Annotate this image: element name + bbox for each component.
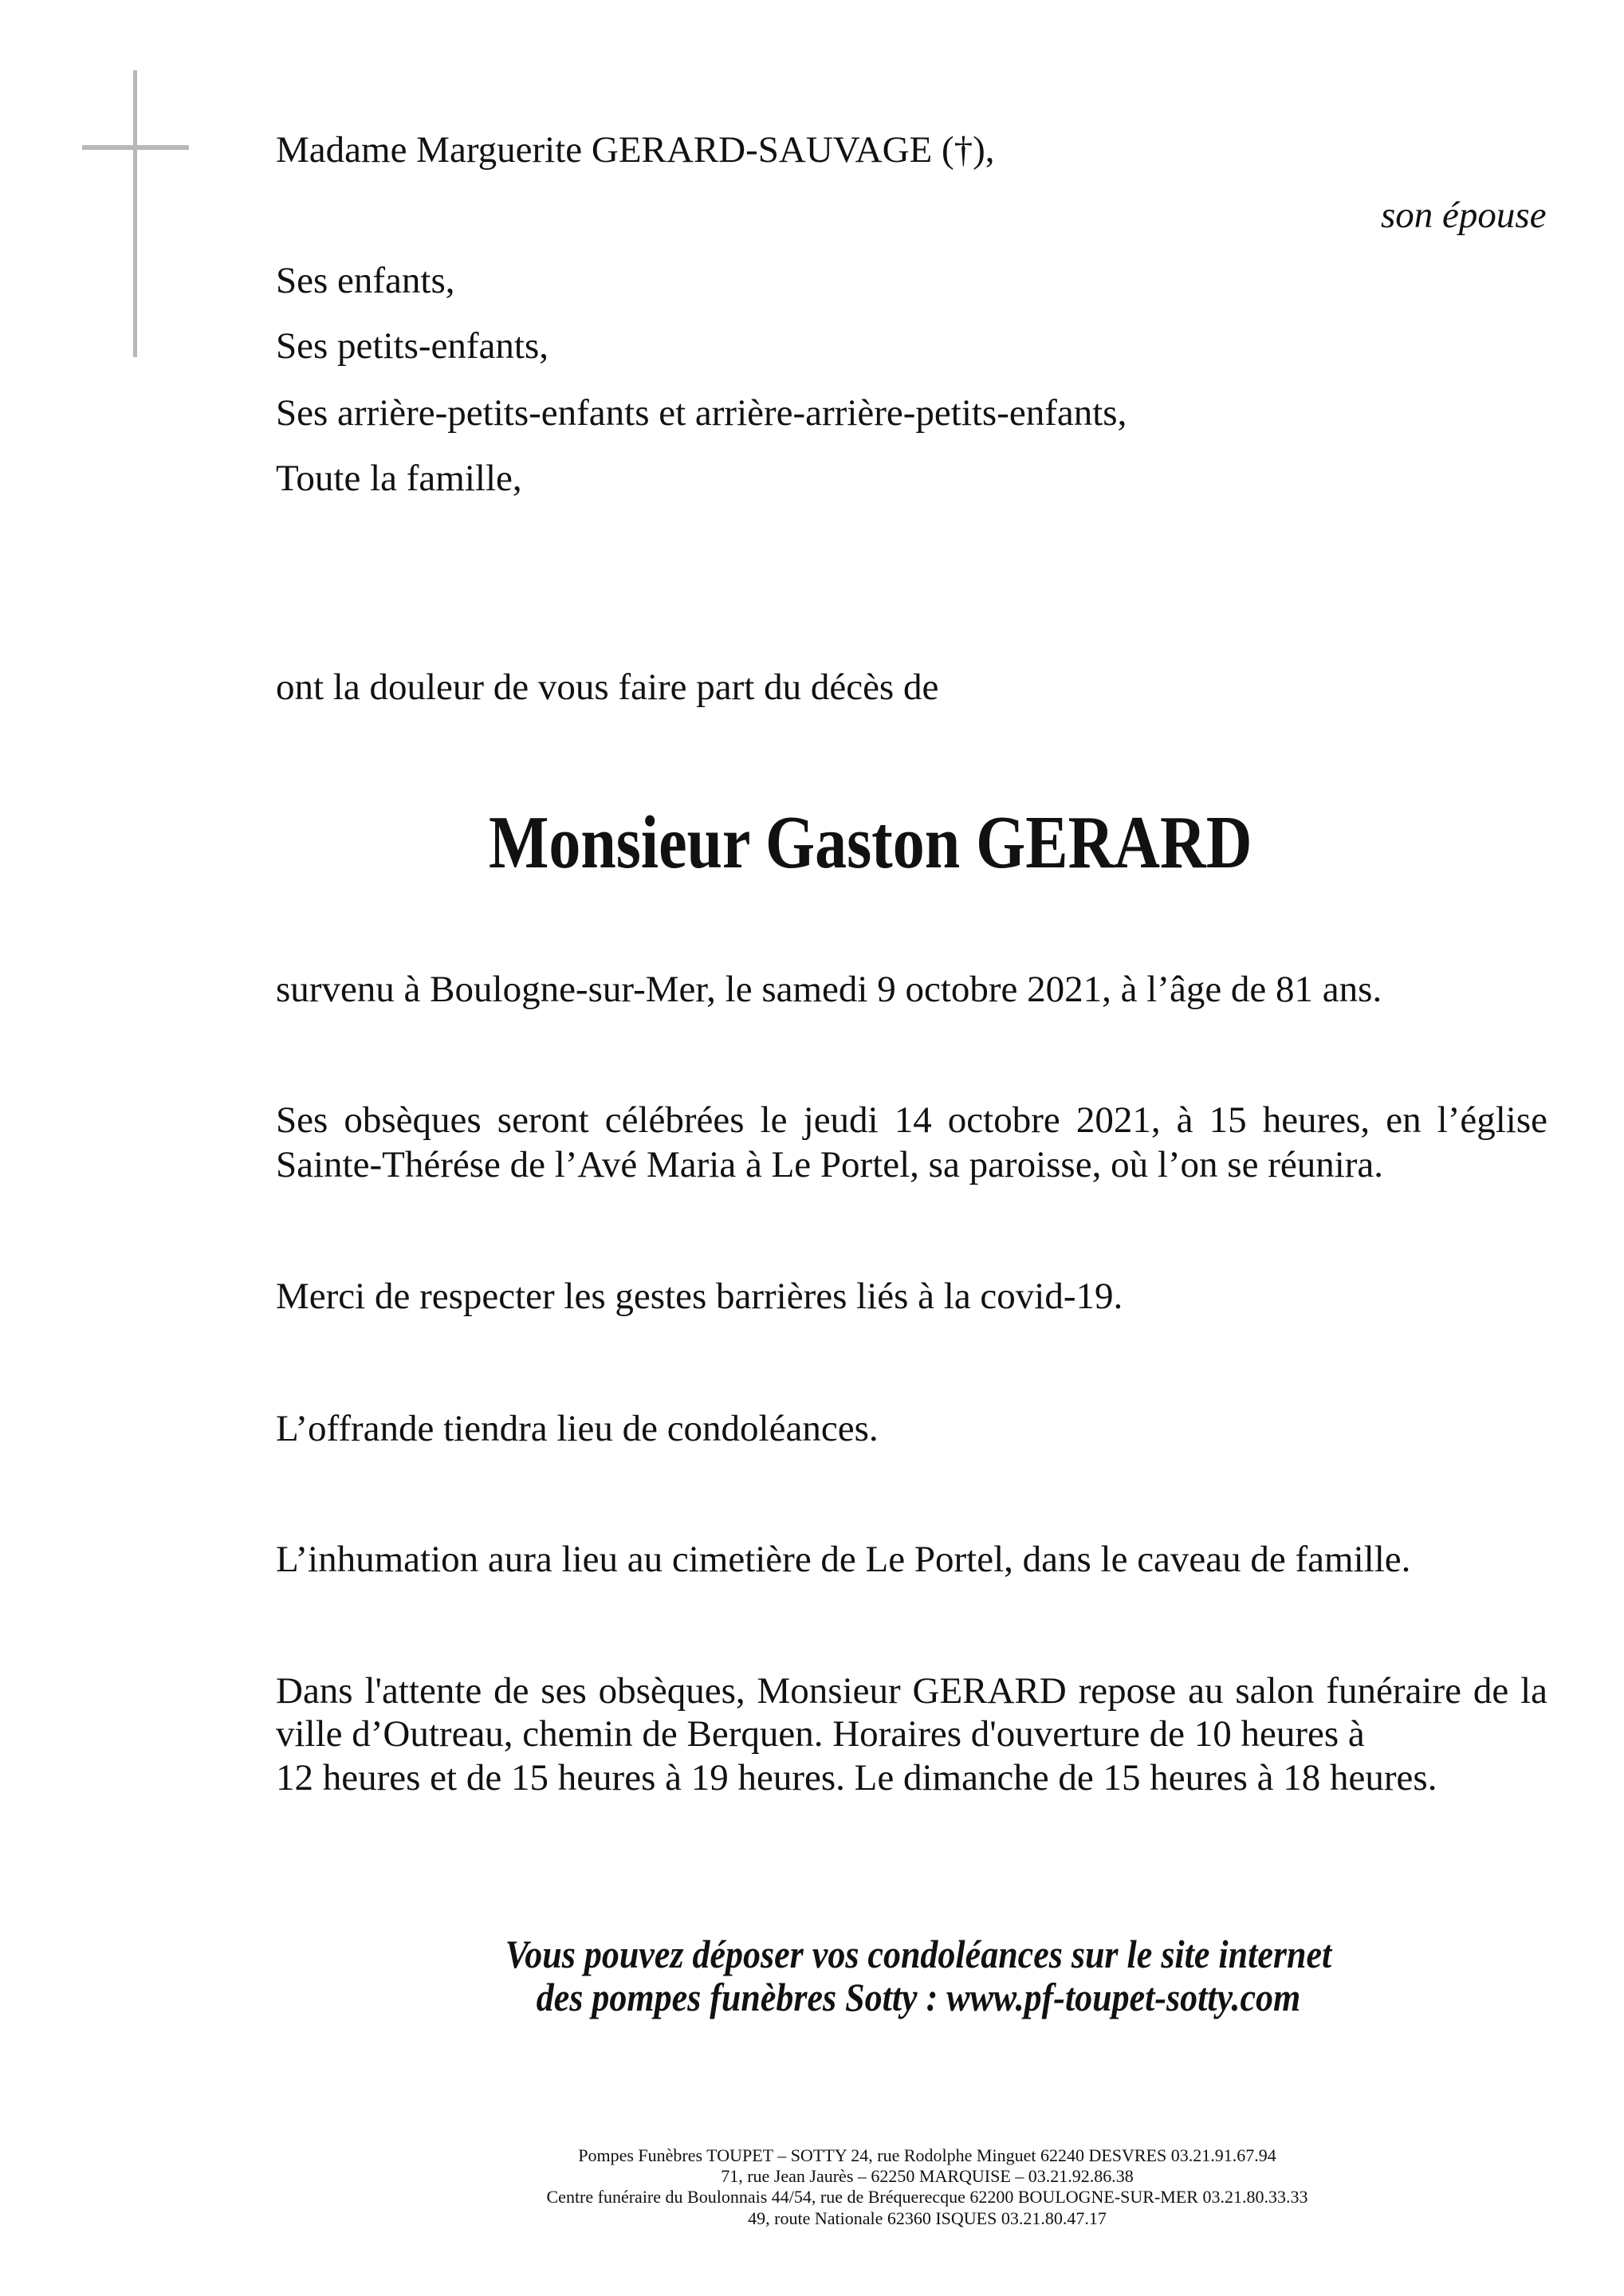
family-great-grandchildren: Ses arrière-petits-enfants et arrière-arrière-petits-enfants,	[276, 392, 1127, 434]
footer-line-2: 71, rue Jean Jaurès – 62250 MARQUISE – 03.21.92.86.38	[721, 2166, 1134, 2186]
offering-notice: L’offrande tiendra lieu de condoléances.	[276, 1408, 879, 1449]
spouse-relation: son épouse	[1381, 195, 1547, 236]
covid-notice: Merci de respecter les gestes barrières liés à la covid-19.	[276, 1276, 1123, 1317]
family-grandchildren: Ses petits-enfants,	[276, 325, 549, 367]
condolences-line-1: Vous pouvez déposer vos condoléances sur le site internet	[505, 1932, 1332, 1976]
death-details: survenu à Boulogne-sur-Mer, le samedi 9 octobre 2021, à l’âge de 81 ans.	[276, 969, 1382, 1010]
footer-line-4: 49, route Nationale 62360 ISQUES 03.21.80.47.17	[748, 2208, 1107, 2228]
footer-line-1: Pompes Funèbres TOUPET – SOTTY 24, rue Rodolphe Minguet 62240 DESVRES 03.21.91.67.94	[578, 2145, 1276, 2165]
footer-line-3: Centre funéraire du Boulonnais 44/54, rue de Bréquerecque 62200 BOULOGNE-SUR-MER 03.21.80.33.33	[546, 2187, 1308, 2207]
funeral-line-1: Ses obsèques seront célébrées le jeudi 14 octobre 2021, à 15 heures, en l’église	[276, 1099, 1547, 1141]
family-all: Toute la famille,	[276, 458, 522, 499]
announcement: ont la douleur de vous faire part du décès de	[276, 666, 939, 708]
spouse-line: Madame Marguerite GERARD-SAUVAGE (†),	[276, 129, 995, 171]
cross-vertical-bar	[133, 70, 137, 357]
deceased-name: Monsieur Gaston GERARD	[489, 801, 1252, 884]
burial-notice: L’inhumation aura lieu au cimetière de Le Portel, dans le caveau de famille.	[276, 1539, 1411, 1580]
funeral-line-2: Sainte-Thérése de l’Avé Maria à Le Portel, sa paroisse, où l’on se réunira.	[276, 1144, 1384, 1185]
cross-horizontal-bar	[82, 145, 189, 150]
visitation-line-3: 12 heures et de 15 heures à 19 heures. Le dimanche de 15 heures à 18 heures.	[276, 1757, 1437, 1799]
family-children: Ses enfants,	[276, 260, 455, 301]
condolences-line-2: des pompes funèbres Sotty : www.pf-toupet-sotty.com	[536, 1975, 1301, 2019]
visitation-line-1: Dans l'attente de ses obsèques, Monsieur GERARD repose au salon funéraire de la	[276, 1670, 1547, 1712]
visitation-line-2: ville d’Outreau, chemin de Berquen. Horaires d'ouverture de 10 heures à	[276, 1713, 1365, 1755]
